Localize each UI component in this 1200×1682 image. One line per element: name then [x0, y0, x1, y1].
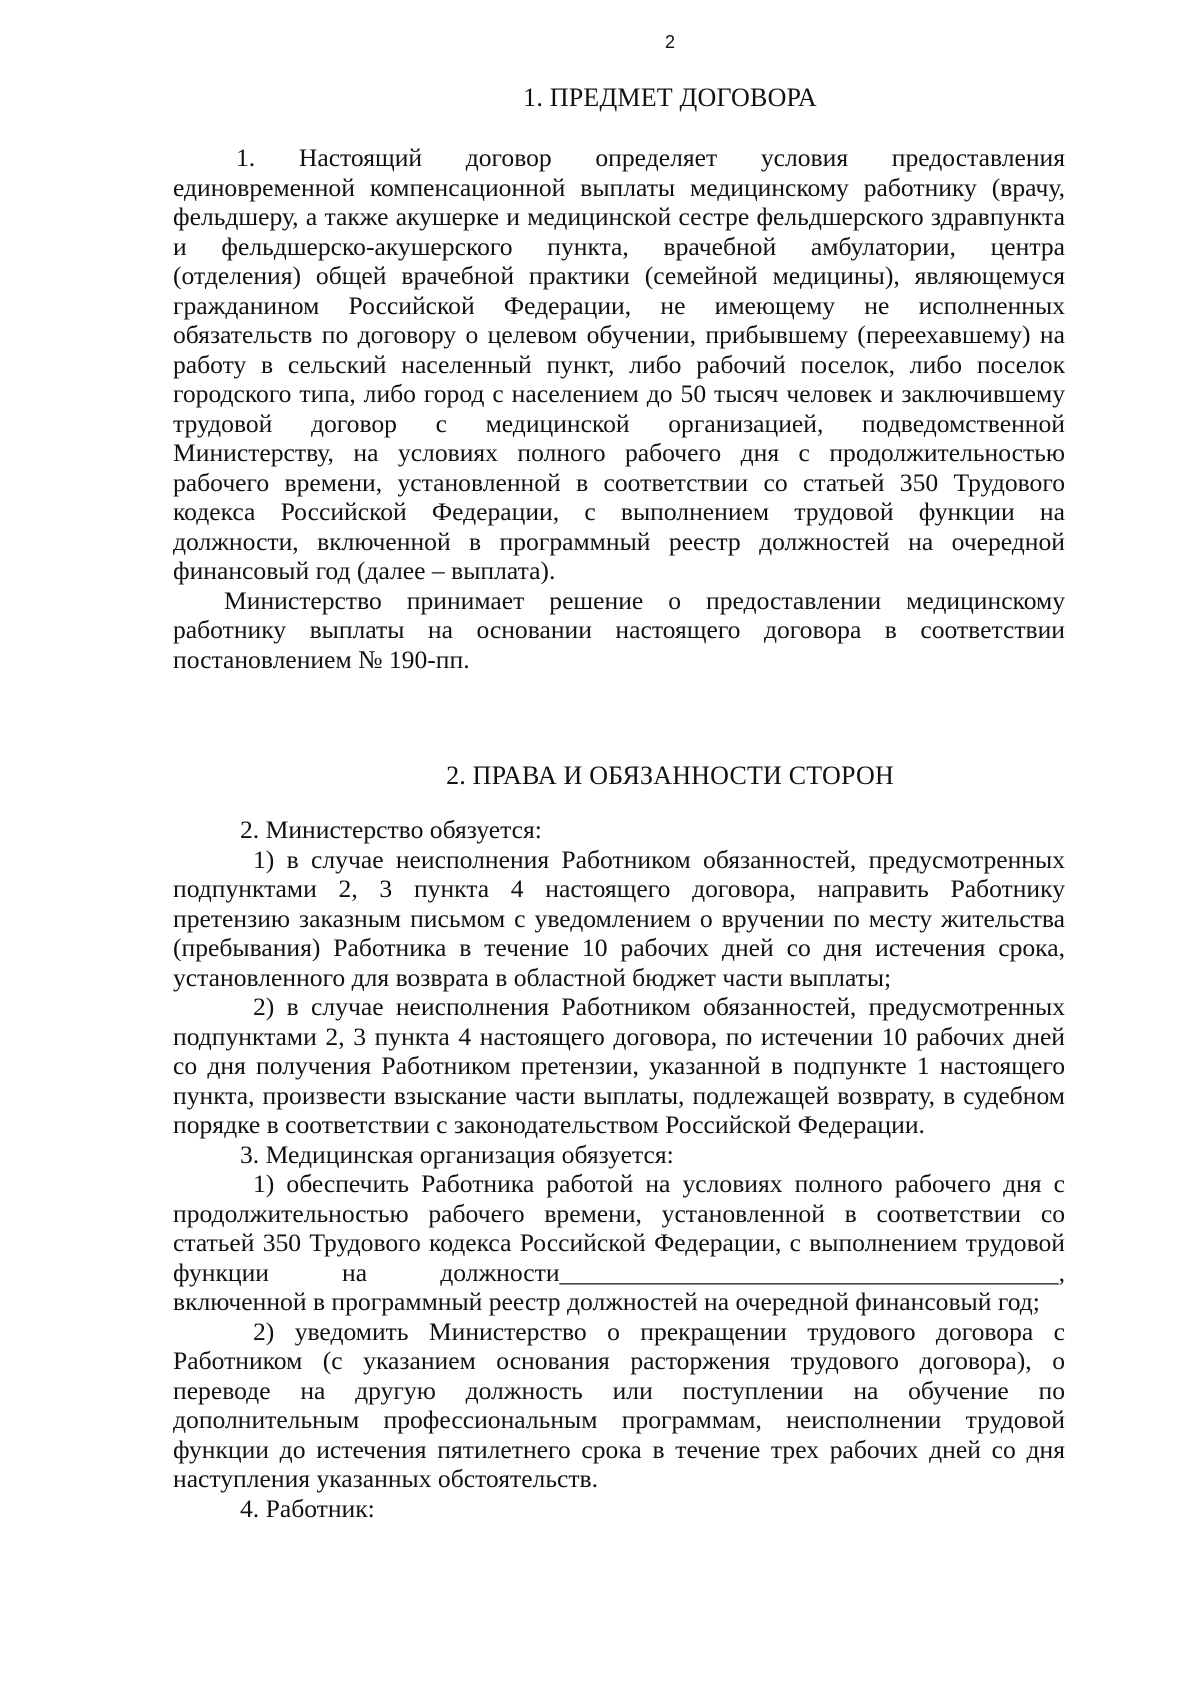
text-line: рабочего времени, установленной в соответствии со статьей 350 Трудового — [173, 467, 1065, 497]
text-line: обязательств по договору о целевом обучении, прибывшему (переехавшему) на — [173, 320, 1065, 349]
text-line: Работником (с указанием основания расторжения трудового договора), о — [173, 1346, 1065, 1375]
text-line: Министерство принимает решение о предоставлении медицинскому — [224, 585, 1065, 615]
section-1-body — [173, 143, 1065, 674]
text-line: постановлением № 190-пп. — [173, 644, 470, 674]
text-line: 1. Настоящий договор определяет условия предоставления — [236, 143, 1065, 172]
text-line: (пребывания) Работника в течение 10 рабочих дней со дня истечения срока, — [173, 933, 1065, 962]
text-line: кодекса Российской Федерации, с выполнением трудовой функции на — [173, 497, 1065, 526]
text-line: статьей 350 Трудового кодекса Российской Федерации, с выполнением трудовой — [173, 1228, 1065, 1257]
text-line: переводе на другую должность или поступлении на обучение по — [173, 1375, 1065, 1405]
section-1-heading: 1. ПРЕДМЕТ ДОГОВОРА — [523, 83, 817, 112]
text-line: единовременной компенсационной выплаты медицинскому работнику (врачу, — [173, 172, 1065, 202]
text-line: должности, включенной в программный реестр должностей на очередной — [173, 526, 1065, 556]
text-line: 1) в случае неисполнения Работником обязанностей, предусмотренных — [253, 844, 1065, 874]
text-line: претензию заказным письмом с уведомлением о вручении по месту жительства — [173, 903, 1065, 933]
text-line: пункта, произвести взыскание части выплаты, подлежащей возврату, в судебном — [173, 1080, 1065, 1110]
text-line: со дня получения Работником претензии, указанной в подпункте 1 настоящего — [173, 1051, 1065, 1080]
page-number: 2 — [664, 32, 675, 52]
text-line: подпунктами 2, 3 пункта 4 настоящего договора, направить Работнику — [173, 874, 1065, 903]
text-line: функции до истечения пятилетнего срока в течение трех рабочих дней со дня — [173, 1434, 1065, 1464]
text-line: и фельдшерско-акушерского пункта, врачебной амбулатории, центра — [173, 231, 1065, 261]
text-line: 2) в случае неисполнения Работником обязанностей, предусмотренных — [253, 992, 1065, 1021]
text-line: работу в сельский населенный пункт, либо рабочий поселок, либо поселок — [173, 349, 1065, 379]
text-line: 2) уведомить Министерство о прекращении трудового договора с — [253, 1316, 1065, 1346]
text-line: 3. Медицинская организация обязуется: — [240, 1139, 674, 1169]
text-line: включенной в программный реестр должностей на очередной финансовый год; — [173, 1287, 1040, 1316]
text-line: 4. Работник: — [240, 1493, 375, 1523]
position-blank-line: функции на должности_______________________________________, — [173, 1257, 1065, 1287]
text-line: подпунктами 2, 3 пункта 4 настоящего договора, по истечении 10 рабочих дней — [173, 1021, 1065, 1051]
text-line: наступления указанных обстоятельств. — [173, 1464, 599, 1493]
text-line: финансовый год (далее – выплата). — [173, 556, 556, 585]
text-line: 2. Министерство обязуется: — [240, 815, 542, 844]
text-line: городского типа, либо город с населением до 50 тысяч человек и заключившему — [173, 379, 1065, 408]
text-line: 1) обеспечить Работника работой на условиях полного рабочего дня с — [253, 1169, 1065, 1198]
text-line: установленного для возврата в областной бюджет части выплаты; — [173, 962, 892, 992]
text-line: работнику выплаты на основании настоящего договора в соответствии — [173, 615, 1065, 644]
text-line: порядке в соответствии с законодательством Российской Федерации. — [173, 1110, 925, 1139]
text-line: Министерству, на условиях полного рабочего дня с продолжительностью — [173, 438, 1065, 467]
text-line: трудовой договор с медицинской организацией, подведомственной — [173, 408, 1065, 438]
text-line: фельдшеру, а также акушерке и медицинской сестре фельдшерского здравпункта — [173, 202, 1065, 231]
section-2-body — [173, 815, 1065, 1523]
text-line: (отделения) общей врачебной практики (семейной медицины), являющемуся — [173, 261, 1065, 290]
section-2-heading: 2. ПРАВА И ОБЯЗАННОСТИ СТОРОН — [446, 761, 894, 790]
text-line: дополнительным профессиональным программам, неисполнении трудовой — [173, 1405, 1065, 1434]
text-line: гражданином Российской Федерации, не имеющему не исполненных — [173, 290, 1065, 320]
text-line: продолжительностью рабочего времени, установленной в соответствии со — [173, 1198, 1065, 1228]
